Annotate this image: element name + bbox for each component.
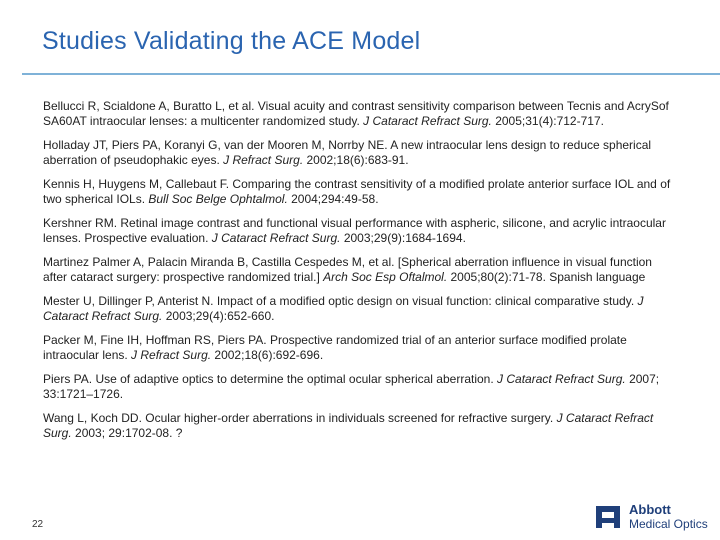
reference-journal: Bull Soc Belge Ophtalmol.: [148, 192, 288, 206]
reference-text: Holladay JT, Piers PA, Koranyi G, van der Mooren M, Norrby NE. A new intraocular lens design to reduce spherical aberration of pseudophakic eyes.: [43, 138, 652, 167]
title-divider: [22, 73, 720, 75]
reference-citation: 2003; 29:1702-08. ?: [71, 426, 183, 440]
reference-citation: 2003;29(4):652-660.: [162, 309, 275, 323]
reference-item: [43, 411, 673, 441]
logo-wordmark: [629, 503, 708, 531]
reference-text: Bellucci R, Scialdone A, Buratto L, et al. Visual acuity and contrast sensitivity comparison between Tecnis and AcrySof SA60AT intraocular lenses: a multicenter randomized study.: [43, 99, 669, 128]
reference-text: Martinez Palmer A, Palacin Miranda B, Castilla Cespedes M, et al. [Spherical aberration influence in visual function after cataract surgery: prospective randomized trial.]: [43, 255, 652, 284]
reference-journal: Arch Soc Esp Oftalmol.: [323, 270, 448, 284]
reference-item: [43, 138, 673, 168]
reference-journal: J Cataract Refract Surg.: [363, 114, 492, 128]
reference-text: Packer M, Fine IH, Hoffman RS, Piers PA. Prospective randomized trial of an anterior surface modified prolate intraocular lens.: [43, 333, 627, 362]
reference-citation: 2004;294:49-58.: [287, 192, 379, 206]
reference-text: Piers PA. Use of adaptive optics to determine the optimal ocular spherical aberration.: [43, 372, 498, 386]
reference-journal: J Refract Surg.: [223, 153, 304, 167]
reference-citation: 2003;29(9):1684-1694.: [340, 231, 466, 245]
reference-text: Mester U, Dillinger P, Anterist N. Impact of a modified optic design on visual function: clinical comparative study.: [43, 294, 638, 308]
reference-text: Kennis H, Huygens M, Callebaut F. Comparing the contrast sensitivity of a modified prolate anterior surface IOL and of two spherical IOLs.: [43, 177, 671, 206]
reference-text: Kershner RM. Retinal image contrast and functional visual performance with aspheric, silicone, and acrylic intraocular lenses. Prospective evaluation.: [43, 216, 666, 245]
page-title: Studies Validating the ACE Model: [42, 27, 421, 55]
reference-journal: J Cataract Refract Surg.: [43, 294, 644, 323]
reference-item: [43, 255, 673, 285]
reference-journal: J Cataract Refract Surg.: [211, 231, 341, 245]
logo-line-1: Abbott: [629, 502, 671, 517]
reference-item: [43, 99, 673, 129]
reference-journal: J Cataract Refract Surg.: [43, 411, 654, 440]
reference-item: [43, 177, 673, 207]
reference-item: [43, 294, 673, 324]
reference-item: [43, 372, 673, 402]
reference-citation: 2005;80(2):71-78. Spanish language: [447, 270, 646, 284]
reference-text: Wang L, Koch DD. Ocular higher-order aberrations in individuals screened for refractive surgery.: [43, 411, 557, 425]
reference-citation: 2007; 33:1721–1726.: [43, 372, 660, 401]
reference-citation: 2002;18(6):683-91.: [303, 153, 409, 167]
reference-list: [43, 99, 673, 450]
reference-citation: 2005;31(4):712-717.: [491, 114, 604, 128]
reference-journal: J Refract Surg.: [131, 348, 212, 362]
abbott-logo-icon: [594, 504, 622, 530]
reference-citation: 2002;18(6):692-696.: [211, 348, 324, 362]
reference-journal: J Cataract Refract Surg.: [497, 372, 626, 386]
reference-item: [43, 333, 673, 363]
company-logo: [594, 502, 714, 532]
logo-line-2: Medical Optics: [629, 517, 708, 531]
reference-item: [43, 216, 673, 246]
page-number: 22: [32, 519, 44, 530]
